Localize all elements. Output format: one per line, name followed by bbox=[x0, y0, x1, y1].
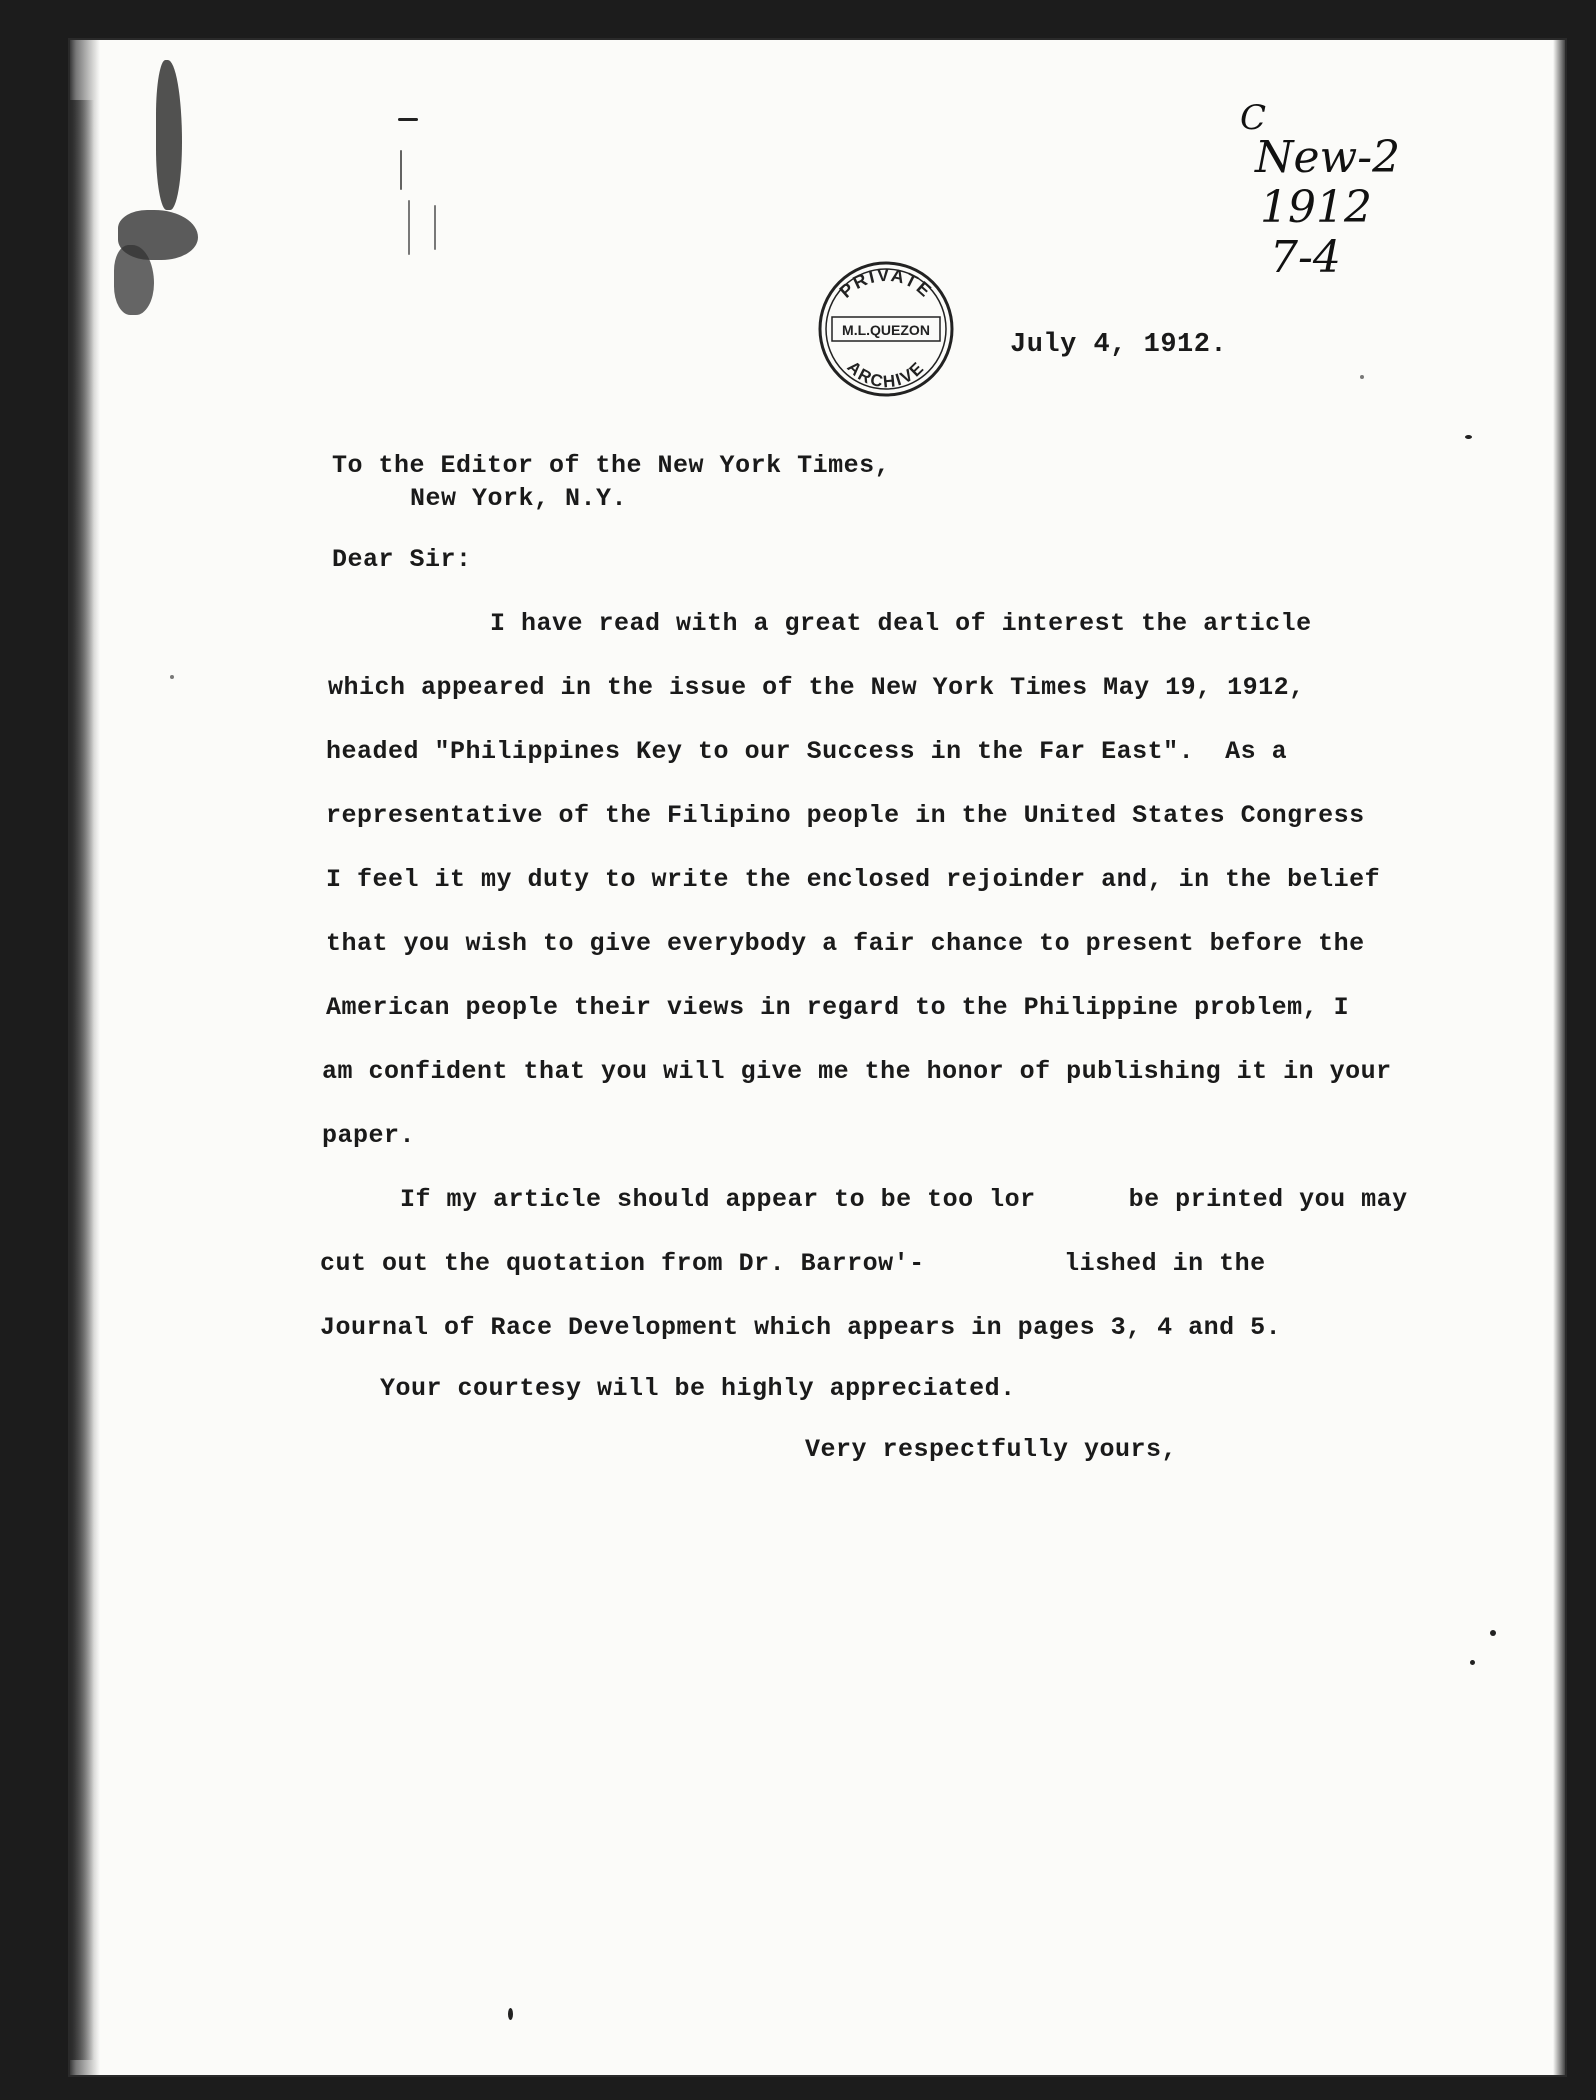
paragraph-line: that you wish to give everybody a fair chance to present before the bbox=[326, 929, 1365, 958]
scan-mark bbox=[1360, 375, 1364, 379]
paragraph-line: representative of the Filipino people in the United States Congress bbox=[326, 801, 1365, 830]
scan-mark bbox=[408, 200, 410, 255]
scan-mark bbox=[170, 675, 174, 679]
handwritten-annotation-year: 1912 bbox=[1260, 182, 1372, 233]
paragraph-line: If my article should appear to be too lor be printed you may bbox=[400, 1185, 1408, 1214]
handwritten-annotation-date: 7-4 bbox=[1270, 232, 1341, 283]
stamp-bottom-text: ARCHIVE bbox=[843, 357, 929, 392]
stamp-center-text: M.L.QUEZON bbox=[842, 322, 930, 338]
letter-date: July 4, 1912. bbox=[1010, 330, 1228, 360]
paragraph-line: headed "Philippines Key to our Success in the Far East". As a bbox=[326, 737, 1288, 766]
paragraph-line: American people their views in regard to the Philippine problem, I bbox=[326, 993, 1350, 1022]
paragraph-line: am confident that you will give me the honor of publishing it in your bbox=[322, 1057, 1392, 1086]
scan-mark bbox=[398, 118, 418, 121]
handwritten-annotation-ref: New-2 bbox=[1255, 132, 1401, 183]
salutation: Dear Sir: bbox=[332, 545, 472, 574]
scan-mark bbox=[508, 2008, 513, 2020]
scan-edge-right bbox=[1553, 40, 1565, 2075]
stamp-top-text: PRIVATE bbox=[835, 264, 937, 302]
letter-page bbox=[70, 40, 1565, 2075]
paragraph-line: paper. bbox=[322, 1121, 416, 1150]
handwritten-annotation-c: C bbox=[1240, 98, 1267, 138]
scan-mark bbox=[434, 205, 436, 250]
scan-mark bbox=[400, 150, 402, 190]
addressee-line-2: New York, N.Y. bbox=[410, 484, 628, 513]
paragraph-line: which appeared in the issue of the New York Times May 19, 1912, bbox=[328, 673, 1305, 702]
paragraph-line: I feel it my duty to write the enclosed rejoinder and, in the belief bbox=[326, 865, 1381, 894]
paragraph-line: I have read with a great deal of interest the article bbox=[490, 609, 1312, 638]
paragraph-line: cut out the quotation from Dr. Barrow'- lished in the bbox=[320, 1249, 1266, 1278]
ink-smudge-top bbox=[156, 60, 182, 210]
courtesy-line: Your courtesy will be highly appreciated. bbox=[380, 1374, 1016, 1403]
private-archive-stamp bbox=[812, 255, 960, 403]
closing-line: Very respectfully yours, bbox=[805, 1435, 1178, 1464]
scan-mark bbox=[1490, 1630, 1496, 1636]
scan-edge-left-shadow bbox=[70, 100, 94, 2060]
paragraph-line: Journal of Race Development which appears in pages 3, 4 and 5. bbox=[320, 1313, 1282, 1342]
addressee-line-1: To the Editor of the New York Times, bbox=[332, 451, 891, 480]
scan-mark bbox=[1470, 1660, 1475, 1665]
scan-mark bbox=[1465, 435, 1472, 439]
